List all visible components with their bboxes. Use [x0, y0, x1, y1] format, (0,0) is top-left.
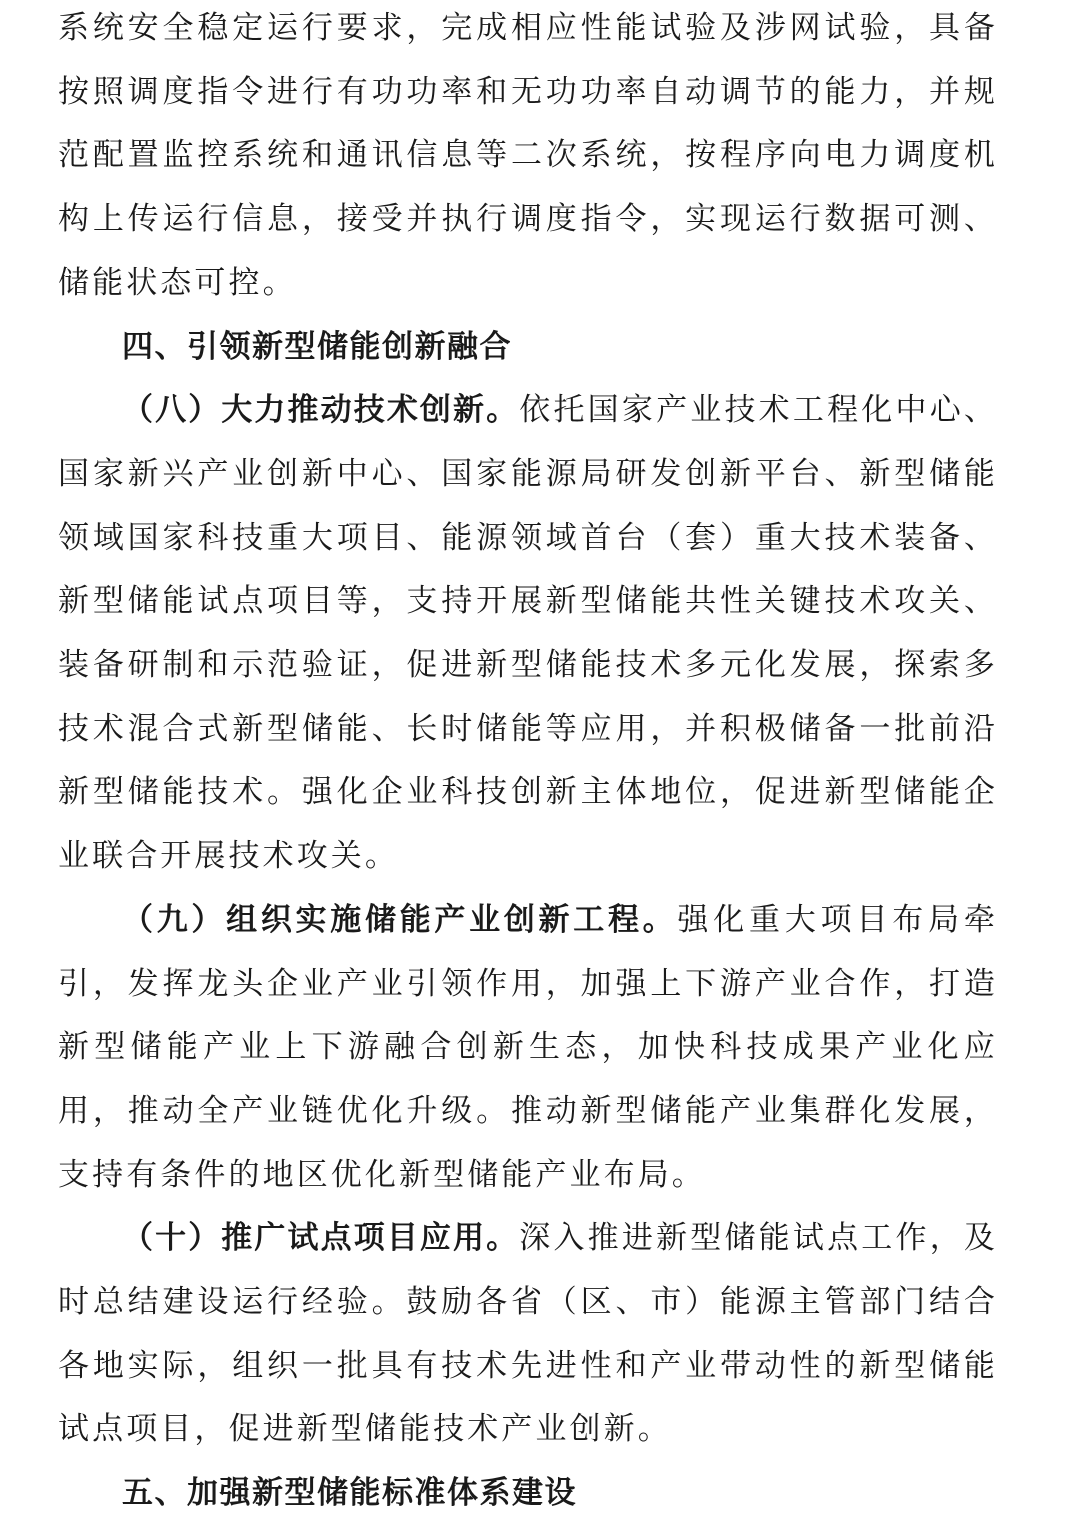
item-eight-body: 依托国家产业技术工程化中心、国家新兴产业创新中心、国家能源局研发创新平台、新型储能领域国家科技重大项目、能源领域首台（套）重大技术装备、新型储能试点项目等，支持开展新型储能共性关键技术攻关、装备研制和示范验证，促进新型储能技术多元化发展，探索多技术混合式新型储能、长时储能等应用，并积极储备一批前沿新型储能技术。强化企业科技创新主体地位，促进新型储能企业联合开展技术攻关。 — [58, 392, 998, 875]
section-five-heading: 五、加强新型储能标准体系建设 — [122, 1475, 577, 1512]
item-eight-paragraph — [58, 379, 998, 889]
document-body — [58, 0, 998, 1526]
section-four-heading: 四、引领新型储能创新融合 — [122, 328, 512, 365]
item-ten-paragraph — [58, 1207, 998, 1462]
item-nine-paragraph — [58, 889, 998, 1208]
item-ten-body: 深入推进新型储能试点工作，及时总结建设运行经验。鼓励各省（区、市）能源主管部门结合各地实际，组织一批具有技术先进性和产业带动性的新型储能试点项目，促进新型储能技术产业创新。 — [58, 1220, 998, 1448]
item-ten-lead: （十）推广试点项目应用。 — [122, 1220, 520, 1257]
item-eight-lead: （八）大力推动技术创新。 — [122, 392, 520, 429]
item-nine-body: 强化重大项目布局牵引，发挥龙头企业产业引领作用，加强上下游产业合作，打造新型储能产业上下游融合创新生态，加快科技成果产业化应用，推动全产业链优化升级。推动新型储能产业集群化发展，支持有条件的地区优化新型储能产业布局。 — [58, 901, 999, 1193]
continuation-paragraph: 系统安全稳定运行要求，完成相应性能试验及涉网试验，具备按照调度指令进行有功功率和无功功率自动调节的能力，并规范配置监控系统和通讯信息等二次系统，按程序向电力调度机构上传运行信息，接受并执行调度指令，实现运行数据可测、储能状态可控。 — [58, 10, 998, 301]
item-nine-lead: （九）组织实施储能产业创新工程。 — [122, 901, 678, 938]
document-page — [58, 0, 998, 1526]
